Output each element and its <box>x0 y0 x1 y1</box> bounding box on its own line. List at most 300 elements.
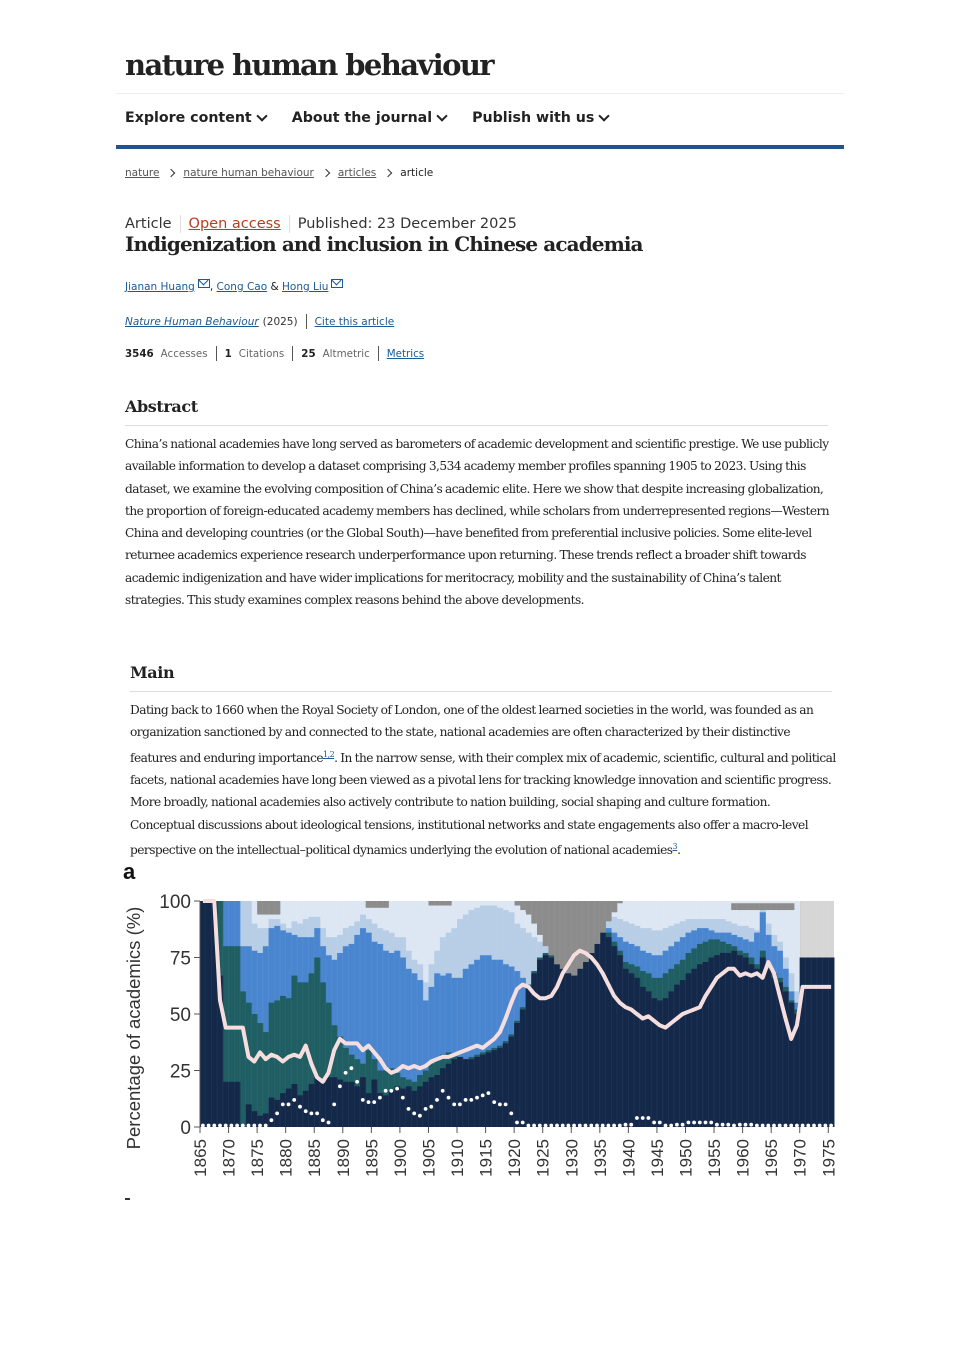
bar-layer-2-teal-1869 <box>223 946 229 1127</box>
white-dotted-line-point-1888 <box>332 1103 336 1107</box>
bar-layer-2-teal-1895 <box>371 1059 377 1127</box>
x-tick-label-1960: 1960 <box>733 1139 753 1177</box>
bar-layer-3-medium-blue-1937 <box>611 933 617 1127</box>
bar-layer-1-dark-navy-1902 <box>411 1091 417 1127</box>
nav-publish-with-us[interactable] <box>472 110 608 126</box>
author-link[interactable]: Cong Cao <box>216 281 268 293</box>
bar-layer-4-light-steel-blue-1898 <box>388 933 394 1127</box>
bar-layer-5-pale-blue-1889 <box>337 901 343 1127</box>
white-dotted-line-point-1969 <box>795 1124 799 1128</box>
bar-layer-3-medium-blue-1899 <box>394 951 400 1127</box>
bar-layer-5-pale-blue-1877 <box>269 901 275 1127</box>
bar-layer-1-dark-navy-1947 <box>668 991 674 1127</box>
bar-layer-6-dark-gray-1915 <box>486 901 492 1127</box>
white-dotted-line-point-1914 <box>481 1094 485 1098</box>
bar-layer-5-pale-blue-1880 <box>286 901 292 1127</box>
bar-layer-6-dark-gray-1942 <box>640 901 646 1127</box>
figure-panel-label: a <box>123 859 136 884</box>
bar-layer-5-pale-blue-1970 <box>800 958 806 1128</box>
bar-layer-1-dark-navy-1918 <box>503 1043 509 1127</box>
bar-layer-1-dark-navy-1896 <box>377 1093 383 1127</box>
email-icon[interactable] <box>331 279 343 288</box>
bar-layer-6-dark-gray-1898 <box>388 901 394 1127</box>
bar-layer-1-dark-navy-1875 <box>257 1116 263 1127</box>
bar-layer-4-light-steel-blue-1915 <box>486 906 492 1127</box>
x-tick-label-1885: 1885 <box>305 1139 325 1177</box>
bar-layer-2-teal-1903 <box>417 1075 423 1127</box>
bar-layer-5-pale-blue-1879 <box>280 901 286 1127</box>
bar-layer-3-medium-blue-1893 <box>360 928 366 1127</box>
bar-layer-5-pale-blue-1925 <box>543 933 549 1127</box>
bar-layer-5-pale-blue-1904 <box>423 901 429 1127</box>
bar-layer-6-dark-gray-1954 <box>708 901 714 1127</box>
bar-layer-1-dark-navy-1890 <box>343 1082 349 1127</box>
bar-layer-1-dark-navy-1905 <box>428 1077 434 1127</box>
white-dotted-line-point-1946 <box>664 1124 668 1128</box>
bar-layer-1-dark-navy-1970 <box>800 958 806 1128</box>
bar-layer-3-medium-blue-1919 <box>508 967 514 1127</box>
bar-layer-1-dark-navy-1906 <box>434 1075 440 1127</box>
bar-layer-5-pale-blue-1940 <box>628 901 634 1127</box>
bar-layer-5-pale-blue-1900 <box>400 901 406 1127</box>
bar-layer-3-medium-blue-1907 <box>440 976 446 1127</box>
bar-layer-1-dark-navy-1973 <box>817 958 823 1128</box>
bar-layer-2-teal-1923 <box>531 971 537 1127</box>
bar-layer-1-dark-navy-1867 <box>211 901 217 1127</box>
bar-layer-1-dark-navy-1878 <box>274 1100 280 1127</box>
chart-axes <box>159 892 838 1177</box>
altmetric-count: 25 <box>301 347 316 360</box>
bar-layer-6-dark-gray-1947 <box>668 901 674 1127</box>
bar-layer-3-medium-blue-1873 <box>246 946 252 1127</box>
bar-layer-5-pale-blue-1901 <box>406 901 412 1127</box>
bar-layer-1-dark-navy-1899 <box>394 1086 400 1127</box>
white-dotted-line-point-1886 <box>321 1118 325 1122</box>
bar-layer-3-medium-blue-1891 <box>349 944 355 1127</box>
author-separator: , <box>209 281 214 293</box>
bar-layer-4-light-steel-blue-1883 <box>303 919 309 1127</box>
bar-layer-2-teal-1937 <box>611 942 617 1127</box>
bar-layer-5-pale-blue-1866 <box>206 901 212 1127</box>
bar-layer-5-pale-blue-1968 <box>788 901 794 1127</box>
bar-layer-3-medium-blue-1900 <box>400 958 406 1128</box>
author-link[interactable]: Jianan Huang <box>125 281 195 293</box>
bar-layer-2-teal-1896 <box>377 1071 383 1128</box>
bar-layer-3-medium-blue-1914 <box>480 955 486 1127</box>
bar-layer-2-teal-1916 <box>491 1048 497 1127</box>
bar-layer-1-dark-navy-1965 <box>771 978 777 1127</box>
chevron-right-icon <box>167 169 175 177</box>
bar-layer-3-medium-blue-1897 <box>383 951 389 1127</box>
bar-layer-3-medium-blue-1901 <box>406 969 412 1127</box>
white-dotted-line-point-1970 <box>801 1124 805 1128</box>
white-dotted-line-point-1929 <box>567 1124 571 1128</box>
abstract-heading: Abstract <box>125 397 198 416</box>
white-dotted-line-point-1953 <box>704 1121 708 1125</box>
bar-layer-4-light-steel-blue-1962 <box>754 930 760 1127</box>
bar-layer-6-dark-gray-1933 <box>588 901 594 1127</box>
bar-layer-6-dark-gray-1945 <box>657 901 663 1127</box>
bar-layer-4-light-steel-blue-1896 <box>377 928 383 1127</box>
bar-layer-4-light-steel-blue-1956 <box>720 919 726 1127</box>
bar-layer-5-pale-blue-1918 <box>503 901 509 1127</box>
bar-layer-6-dark-gray-1876 <box>263 901 269 1127</box>
bar-layer-4-light-steel-blue-1904 <box>423 982 429 1127</box>
bar-layer-3-medium-blue-1945 <box>657 955 663 1127</box>
x-tick-label-1915: 1915 <box>476 1139 496 1177</box>
bar-layer-1-dark-navy-1933 <box>588 930 594 1127</box>
bar-layer-6-dark-gray-1865 <box>200 901 206 1127</box>
bar-layer-3-medium-blue-1917 <box>497 960 503 1127</box>
author-link[interactable]: Hong Liu <box>282 281 329 293</box>
article-metrics <box>125 346 424 361</box>
bar-layer-5-pale-blue-1893 <box>360 901 366 1127</box>
bar-layer-4-light-steel-blue-1952 <box>697 919 703 1127</box>
white-dotted-line-point-1972 <box>812 1124 816 1128</box>
bar-layer-6-dark-gray-1925 <box>543 901 549 1127</box>
bar-layer-4-light-steel-blue-1969 <box>794 991 800 1127</box>
main-text <box>130 699 836 861</box>
bar-layer-3-medium-blue-1956 <box>720 933 726 1127</box>
bar-layer-3-medium-blue-1879 <box>280 930 286 1127</box>
bar-layer-6-dark-gray-1875 <box>257 901 263 1127</box>
bar-layer-1-dark-navy-1887 <box>326 1077 332 1127</box>
white-dotted-line-point-1913 <box>475 1096 479 1100</box>
bar-layer-6-dark-gray-1874 <box>251 901 257 1127</box>
white-dotted-line-point-1956 <box>721 1123 725 1127</box>
bar-layer-3-medium-blue-1871 <box>234 901 240 1127</box>
bar-layer-2-teal-1879 <box>280 996 286 1127</box>
bar-layer-3-medium-blue-1967 <box>783 969 789 1127</box>
bar-layer-5-pale-blue-1886 <box>320 901 326 1127</box>
bar-layer-2-teal-1928 <box>560 967 566 1127</box>
bar-layer-3-medium-blue-1944 <box>651 955 657 1127</box>
white-dotted-line-point-1959 <box>738 1123 742 1127</box>
bar-layer-2-teal-1929 <box>566 962 572 1127</box>
bar-layer-4-light-steel-blue-1874 <box>251 924 257 1127</box>
bar-layer-6-dark-gray-1957 <box>725 901 731 1127</box>
gray-wedge-bar-1929 <box>566 901 572 973</box>
bar-layer-3-medium-blue-1934 <box>594 921 600 1127</box>
bar-layer-5-pale-blue-1894 <box>366 901 372 1127</box>
bar-layer-4-light-steel-blue-1901 <box>406 951 412 1127</box>
bar-layer-2-teal-1959 <box>737 951 743 1127</box>
bar-layer-2-teal-1924 <box>537 958 543 1128</box>
email-icon[interactable] <box>198 279 210 288</box>
bar-layer-5-pale-blue-1897 <box>383 901 389 1127</box>
author-separator: & <box>270 281 279 293</box>
bar-layer-2-teal-1967 <box>783 987 789 1127</box>
bar-layer-3-medium-blue-1933 <box>588 926 594 1127</box>
bar-layer-4-light-steel-blue-1945 <box>657 930 663 1127</box>
x-tick-label-1955: 1955 <box>705 1139 725 1177</box>
bar-layer-6-dark-gray-1924 <box>537 901 543 1127</box>
bar-layer-6-dark-gray-1946 <box>663 901 669 1127</box>
bar-layer-2-teal-1886 <box>320 982 326 1127</box>
bar-layer-6-dark-gray-1909 <box>451 901 457 1127</box>
white-dotted-line-point-1916 <box>492 1100 496 1104</box>
bar-layer-3-medium-blue-1953 <box>703 928 709 1127</box>
bar-layer-2-teal-1893 <box>360 1064 366 1127</box>
divider <box>378 346 379 361</box>
metrics-link[interactable]: Metrics <box>386 347 425 360</box>
gray-wedge-bar-1960 <box>743 903 749 910</box>
white-dotted-line-point-1880 <box>287 1103 291 1107</box>
bar-layer-1-dark-navy-1926 <box>548 958 554 1128</box>
bar-layer-6-dark-gray-1923 <box>531 901 537 1127</box>
breadcrumb-journal[interactable]: nature human behaviour <box>183 167 314 179</box>
bar-layer-1-dark-navy-1930 <box>571 958 577 1128</box>
bar-layer-1-dark-navy-1967 <box>783 991 789 1127</box>
bar-layer-5-pale-blue-1941 <box>634 901 640 1127</box>
bar-layer-2-teal-1876 <box>263 1032 269 1127</box>
bar-layer-6-dark-gray-1872 <box>240 901 246 1127</box>
bar-layer-2-teal-1972 <box>811 958 817 1128</box>
bar-layer-5-pale-blue-1965 <box>771 901 777 1127</box>
bar-layer-4-light-steel-blue-1963 <box>760 910 766 1127</box>
bar-layer-1-dark-navy-1886 <box>320 1082 326 1127</box>
bar-layer-2-teal-1881 <box>291 976 297 1127</box>
white-dotted-line-point-1901 <box>407 1107 411 1111</box>
bar-layer-1-dark-navy-1962 <box>754 969 760 1127</box>
bar-layer-3-medium-blue-1931 <box>577 942 583 1127</box>
bar-layer-2-teal-1930 <box>571 955 577 1127</box>
white-dotted-line-point-1912 <box>469 1098 473 1102</box>
breadcrumb-nature[interactable]: nature <box>125 167 160 179</box>
bar-layer-5-pale-blue-1890 <box>343 901 349 1127</box>
bar-layer-3-medium-blue-1935 <box>600 924 606 1127</box>
bar-layer-2-teal-1875 <box>257 1023 263 1127</box>
bar-layer-1-dark-navy-1932 <box>583 937 589 1127</box>
bar-layer-4-light-steel-blue-1926 <box>548 948 554 1127</box>
bar-layer-2-teal-1872 <box>240 991 246 1127</box>
journal-link[interactable]: Nature Human Behaviour <box>125 315 259 328</box>
divider <box>216 346 217 361</box>
abstract-text: China’s national academies have long served as barometers of academic development and scientific prestige. We use publicly available information to develop a dataset comprising 3,534 academy member profiles spanning 1905 to 2023. Using this dataset, we examine the evolving composition of China’s academic elite. Here we show that despite increasing globalization, the proportion of foreign-educated academy members has declined, while scholars from underrepresented regions—Western China and developing countries (or the Global South)—have benefited from preferential inclusive policies. Some elite-level returnee academics experience research underperformance upon returning. These trends reflect a broader shift towards academic indigenization and have wider implications for meritocracy, mobility and the sustainability of China’s talent strategies. This study examines complex reasons behind the above developments. <box>125 437 830 608</box>
gray-wedge-bar-1933 <box>588 901 594 953</box>
bar-layer-6-dark-gray-1873 <box>246 901 252 1127</box>
white-dotted-line-point-1884 <box>310 1112 314 1116</box>
y-tick-label-25: 25 <box>169 1061 191 1083</box>
bar-layer-6-dark-gray-1926 <box>548 901 554 1127</box>
bar-layer-2-teal-1948 <box>674 964 680 1127</box>
white-dotted-line-point-1938 <box>618 1124 622 1128</box>
bar-layer-6-dark-gray-1913 <box>474 901 480 1127</box>
bar-layer-4-light-steel-blue-1907 <box>440 937 446 1127</box>
bar-layer-2-teal-1962 <box>754 964 760 1127</box>
bar-layer-4-light-steel-blue-1970 <box>800 958 806 1128</box>
x-tick-label-1920: 1920 <box>505 1139 525 1177</box>
bar-layer-3-medium-blue-1883 <box>303 937 309 1127</box>
bar-layer-6-dark-gray-1959 <box>737 901 743 1127</box>
bar-layer-3-medium-blue-1938 <box>617 937 623 1127</box>
bar-layer-1-dark-navy-1866 <box>206 901 212 1127</box>
white-dotted-line-point-1936 <box>607 1124 611 1128</box>
bar-layer-3-medium-blue-1965 <box>771 946 777 1127</box>
bar-layer-1-dark-navy-1909 <box>451 1059 457 1127</box>
bar-layer-1-dark-navy-1882 <box>297 1095 303 1127</box>
bar-layer-4-light-steel-blue-1931 <box>577 921 583 1127</box>
nav-about-journal[interactable] <box>292 110 446 126</box>
bar-layer-6-dark-gray-1950 <box>686 901 692 1127</box>
white-dotted-line-point-1935 <box>601 1124 605 1128</box>
bar-layer-6-dark-gray-1869 <box>223 901 229 1127</box>
bar-layer-1-dark-navy-1923 <box>531 973 537 1127</box>
bar-layer-3-medium-blue-1927 <box>554 962 560 1127</box>
bar-layer-3-medium-blue-1870 <box>229 901 235 1127</box>
bar-layer-3-medium-blue-1943 <box>646 953 652 1127</box>
bar-layer-5-pale-blue-1903 <box>417 901 423 1127</box>
bar-layer-5-pale-blue-1923 <box>531 921 537 1127</box>
cite-article-link[interactable]: Cite this article <box>314 315 395 328</box>
bar-layer-2-teal-1915 <box>486 1050 492 1127</box>
bar-layer-5-pale-blue-1953 <box>703 901 709 1127</box>
bar-layer-1-dark-navy-1936 <box>606 937 612 1127</box>
bar-layer-2-teal-1901 <box>406 1080 412 1127</box>
bar-layer-4-light-steel-blue-1895 <box>371 924 377 1127</box>
white-dotted-line-point-1920 <box>515 1121 519 1125</box>
bar-layer-5-pale-blue-1975 <box>828 958 834 1128</box>
bar-layer-6-dark-gray-1965 <box>771 901 777 1127</box>
bar-layer-5-pale-blue-1892 <box>354 901 360 1127</box>
pink-line <box>203 901 831 1082</box>
bar-layer-3-medium-blue-1960 <box>743 939 749 1127</box>
bar-layer-4-light-steel-blue-1871 <box>234 901 240 1127</box>
bar-layer-4-light-steel-blue-1884 <box>309 917 315 1127</box>
bar-layer-3-medium-blue-1963 <box>760 912 766 1127</box>
gray-wedge-bar-1923 <box>531 901 537 924</box>
gray-wedge-bar-1936 <box>606 901 612 921</box>
bar-layer-3-medium-blue-1878 <box>274 926 280 1127</box>
white-dotted-line-point-1951 <box>692 1121 696 1125</box>
bar-layer-5-pale-blue-1895 <box>371 901 377 1127</box>
bar-layer-5-pale-blue-1915 <box>486 901 492 1127</box>
bar-layer-1-dark-navy-1891 <box>349 1082 355 1127</box>
bar-layer-6-dark-gray-1895 <box>371 901 377 1127</box>
bar-layer-5-pale-blue-1943 <box>646 901 652 1127</box>
bar-layer-6-dark-gray-1881 <box>291 901 297 1127</box>
white-dotted-line-point-1891 <box>350 1066 354 1070</box>
bar-layer-4-light-steel-blue-1913 <box>474 908 480 1127</box>
bar-layer-5-pale-blue-1888 <box>331 901 337 1127</box>
bar-layer-4-light-steel-blue-1974 <box>823 958 829 1128</box>
chart-lines <box>201 901 833 1127</box>
bar-layer-6-dark-gray-1962 <box>754 901 760 1127</box>
bar-layer-1-dark-navy-1946 <box>663 998 669 1127</box>
reference-link[interactable]: 3 <box>672 841 678 851</box>
white-dotted-line-point-1942 <box>641 1116 645 1120</box>
bar-layer-3-medium-blue-1884 <box>309 937 315 1127</box>
bar-layer-2-teal-1971 <box>805 958 811 1128</box>
bar-layer-1-dark-navy-1929 <box>566 964 572 1127</box>
reference-link[interactable]: 1,2 <box>323 749 335 759</box>
bar-layer-4-light-steel-blue-1967 <box>783 958 789 1128</box>
altmetric-label: Altmetric <box>322 347 370 360</box>
white-dotted-line-point-1922 <box>527 1124 531 1128</box>
bar-layer-1-dark-navy-1893 <box>360 1077 366 1127</box>
bar-layer-4-light-steel-blue-1923 <box>531 937 537 1127</box>
bar-layer-3-medium-blue-1920 <box>514 971 520 1127</box>
bar-layer-4-light-steel-blue-1899 <box>394 937 400 1127</box>
white-dotted-line-point-1930 <box>572 1124 576 1128</box>
white-dotted-line-point-1923 <box>532 1124 536 1128</box>
bar-layer-3-medium-blue-1915 <box>486 955 492 1127</box>
bar-layer-5-pale-blue-1899 <box>394 901 400 1127</box>
bar-layer-3-medium-blue-1906 <box>434 973 440 1127</box>
bar-layer-4-light-steel-blue-1932 <box>583 919 589 1127</box>
bar-layer-2-teal-1889 <box>337 1037 343 1127</box>
bar-layer-3-medium-blue-1925 <box>543 955 549 1127</box>
bar-layer-5-pale-blue-1916 <box>491 901 497 1127</box>
bar-layer-2-teal-1902 <box>411 1082 417 1127</box>
white-dotted-line-point-1950 <box>687 1121 691 1125</box>
bar-layer-4-light-steel-blue-1909 <box>451 928 457 1127</box>
bar-layer-5-pale-blue-1973 <box>817 958 823 1128</box>
bar-layer-1-dark-navy-1869 <box>223 1082 229 1127</box>
journal-info <box>125 314 394 329</box>
white-dotted-line-point-1940 <box>629 1123 633 1127</box>
nav-explore-content[interactable] <box>125 110 266 126</box>
bar-layer-2-teal-1939 <box>623 962 629 1127</box>
bar-layer-3-medium-blue-1890 <box>343 946 349 1127</box>
gray-wedge-bar-1932 <box>583 901 589 962</box>
bar-layer-4-light-steel-blue-1925 <box>543 946 549 1127</box>
bar-layer-6-dark-gray-1930 <box>571 901 577 1127</box>
bar-layer-1-dark-navy-1940 <box>628 973 634 1127</box>
bar-layer-3-medium-blue-1951 <box>691 930 697 1127</box>
bar-layer-6-dark-gray-1960 <box>743 901 749 1127</box>
white-dotted-line-point-1887 <box>327 1121 331 1125</box>
bar-layer-1-dark-navy-1922 <box>526 987 532 1127</box>
citations-count: 1 <box>224 347 232 360</box>
bar-layer-1-dark-navy-1910 <box>457 1057 463 1127</box>
breadcrumb-articles[interactable]: articles <box>337 167 377 179</box>
white-dotted-line-point-1903 <box>418 1114 422 1118</box>
bar-layer-4-light-steel-blue-1890 <box>343 928 349 1127</box>
bar-layer-1-dark-navy-1950 <box>686 973 692 1127</box>
bar-layer-6-dark-gray-1944 <box>651 901 657 1127</box>
bar-layer-6-dark-gray-1958 <box>731 901 737 1127</box>
bar-layer-2-teal-1910 <box>457 1057 463 1127</box>
bar-layer-2-teal-1920 <box>514 1021 520 1127</box>
bar-layer-5-pale-blue-1878 <box>274 901 280 1127</box>
bar-layer-6-dark-gray-1887 <box>326 901 332 1127</box>
bar-layer-3-medium-blue-1954 <box>708 930 714 1127</box>
gray-wedge-bar-1924 <box>537 901 543 935</box>
bar-layer-1-dark-navy-1924 <box>537 960 543 1127</box>
white-dotted-line-point-1904 <box>424 1107 428 1111</box>
bar-layer-1-dark-navy-1953 <box>703 962 709 1127</box>
white-dotted-line-point-1900 <box>401 1096 405 1100</box>
bar-layer-2-teal-1954 <box>708 939 714 1127</box>
bar-layer-2-teal-1958 <box>731 946 737 1127</box>
bar-layer-1-dark-navy-1900 <box>400 1089 406 1127</box>
bar-layer-2-teal-1925 <box>543 953 549 1127</box>
bar-layer-4-light-steel-blue-1949 <box>680 921 686 1127</box>
bar-layer-1-dark-navy-1944 <box>651 998 657 1127</box>
bar-layer-2-teal-1933 <box>588 928 594 1127</box>
journal-logo[interactable]: nature human behaviour <box>125 48 493 82</box>
bar-layer-6-dark-gray-1884 <box>309 901 315 1127</box>
bar-layer-6-dark-gray-1879 <box>280 901 286 1127</box>
abstract-divider <box>125 425 828 426</box>
open-access-link[interactable]: Open access <box>188 216 281 232</box>
bar-layer-2-teal-1898 <box>388 1068 394 1127</box>
bar-layer-1-dark-navy-1949 <box>680 980 686 1127</box>
bar-layer-5-pale-blue-1885 <box>314 901 320 1127</box>
bar-layer-3-medium-blue-1955 <box>714 933 720 1127</box>
bar-layer-3-medium-blue-1918 <box>503 964 509 1127</box>
